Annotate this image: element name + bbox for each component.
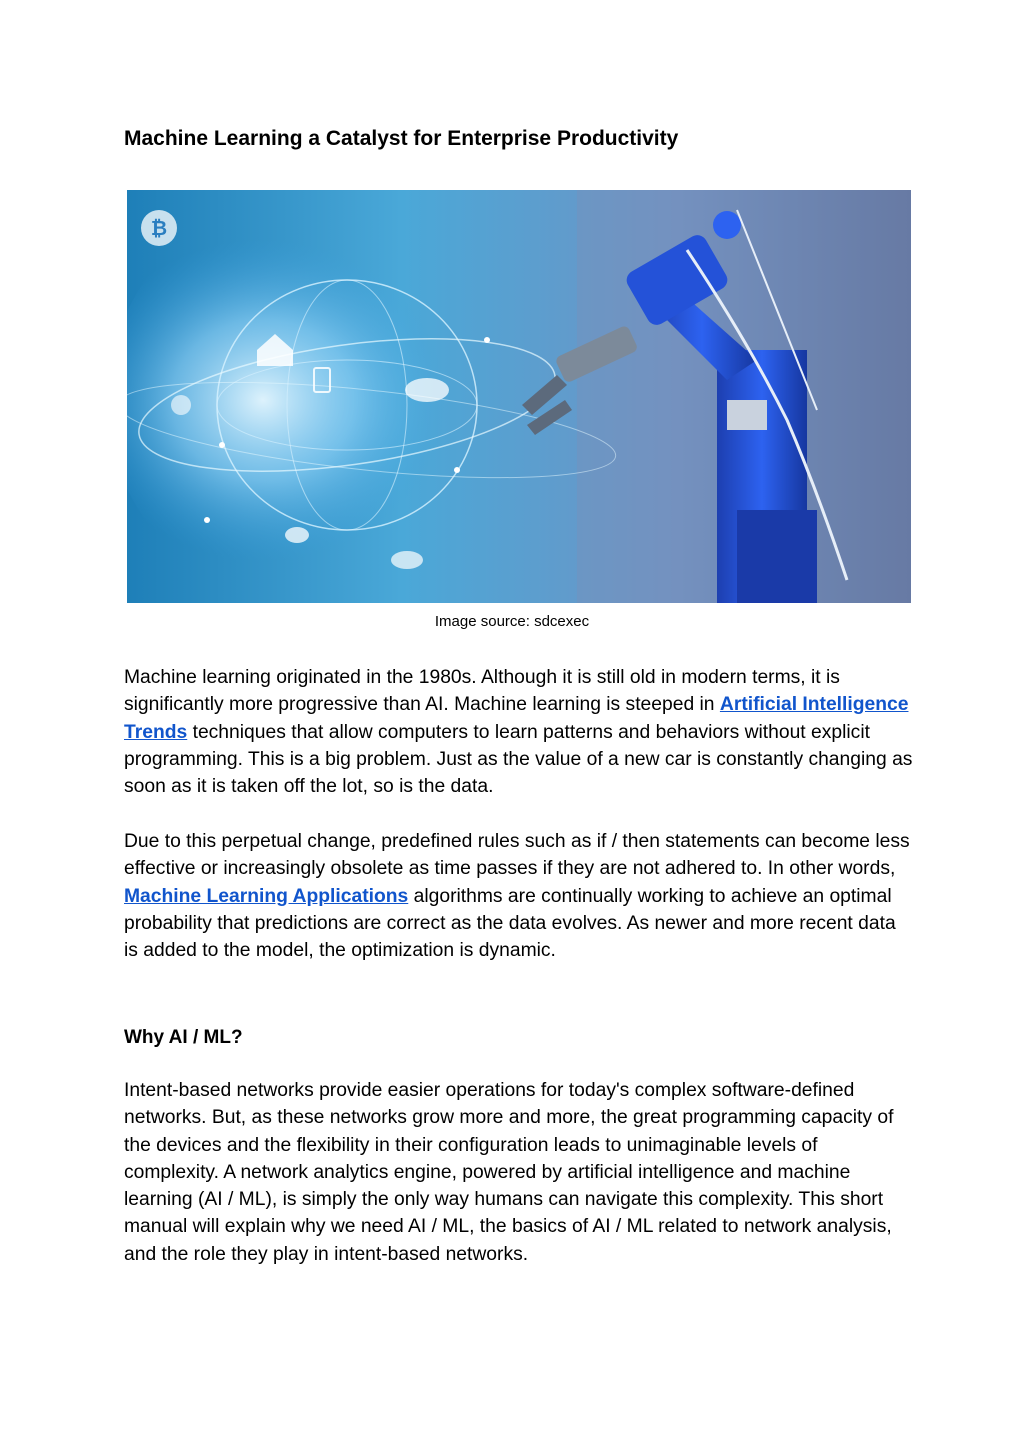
- svg-text:₿: ₿: [150, 216, 168, 240]
- article-title: Machine Learning a Catalyst for Enterprise Productivity: [124, 127, 679, 150]
- paragraph-intro: [124, 664, 914, 800]
- image-caption: Image source: sdcexec: [434, 613, 590, 630]
- artificial-intelligence-trends-link[interactable]: Artificial Intelligence Trends: [124, 694, 909, 743]
- robot-arm-image: [127, 190, 911, 603]
- paragraph-text: Due to this perpetual change, predefined rules such as if / then statements can become less effective or increasingly obsolete as time passes if they are not adhered to. In other words,: [124, 831, 910, 880]
- paragraph-text: algorithms are continually working to achieve an optimal probability that predictions are correct as the data evolves. As newer and more recent data is added to the model, the optimization is dynamic.: [124, 885, 896, 962]
- section-heading: Why AI / ML?: [124, 1027, 243, 1048]
- machine-learning-applications-link[interactable]: Machine Learning Applications: [124, 885, 409, 907]
- paragraph-text: techniques that allow computers to learn patterns and behaviors without explicit programming. This is a big problem. Just as the value of a new car is constantly changing as soon as it is taken off the lot, so is the data.: [124, 721, 913, 798]
- paragraph-change: [124, 828, 914, 964]
- paragraph-text: Machine learning originated in the 1980s. Although it is still old in modern terms, it is significantly more progressive than AI. Machine learning is steeped in: [124, 667, 840, 716]
- paragraph-why-ai-ml: Intent-based networks provide easier operations for today's complex software-defined networks. But, as these networks grow more and more, the great programming capacity of the devices and the flexibility in their configuration leads to unimaginable levels of complexity. A network analytics engine, powered by artificial intelligence and machine learning (AI / ML), is simply the only way humans can navigate this complexity. This short manual will explain why we need AI / ML, the basics of AI / ML related to network analysis, and the role they play in intent-based networks.: [124, 1080, 894, 1265]
